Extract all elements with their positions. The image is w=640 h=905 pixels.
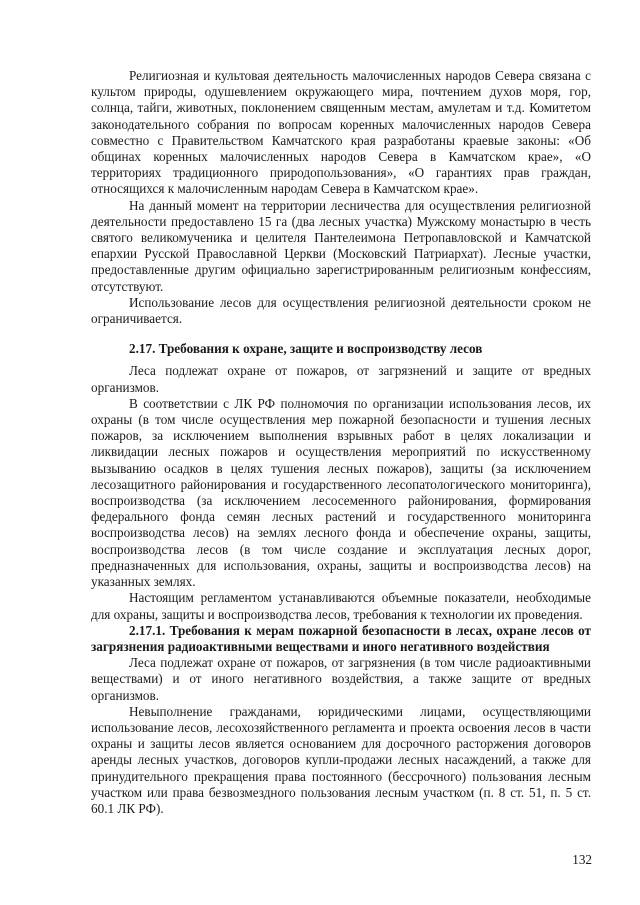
page-number: 132 [572,852,592,867]
page-content [91,68,591,817]
section-heading-2-17: 2.17. Требования к охране, защите и воспроизводству лесов [129,341,483,357]
spacer [91,327,591,341]
paragraph-non-compliance: Невыполнение гражданами, юридическими лицами, осуществляющими использование лесов, лесохозяйственного регламента и проекта освоения лесов в части охраны и защиты лесов является основанием для досрочного расторжения договоров аренды лесных участков, договоров купли-продажи лесных насаждений, а также для принудительного прекращения права постоянного (бессрочного) пользования лесным участком или права безвозмездного пользования лесным участком (п. 8 ст. 51, п. 5 ст. 60.1 ЛК РФ). [91,703,591,816]
paragraph-lk-rf-powers: В соответствии с ЛК РФ полномочия по организации использования лесов, их охраны (в том числе осуществления мер пожарной безопасности и тушения лесных пожаров, за исключением выполнения взрывных работ в целях локализации и ликвидации лесных пожаров и осуществления мероприятий по искусственному вызыванию осадков в целях тушения лесных пожаров), защиты (за исключением лесозащитного районирования и государственного лесопатологического мониторинга), воспроизводства (за исключением лесосеменного районирования, формирования федерального фонда семян лесных растений и государственного мониторинга воспроизводства лесов) на землях лесного фонда и обеспечение охраны, защиты, воспроизводства лесов (в том числе создание и эксплуатация лесных дорог, предназначенных для использования, охраны, защиты и воспроизводства лесов) на указанных землях. [91,395,591,590]
section-heading-2-17-1: 2.17.1. Требования к мерам пожарной безопасности в лесах, охране лесов от загрязнения радиоактивными веществами и иного негативного воздействия [91,622,591,654]
paragraph-regulation-indicators: Настоящим регламентом устанавливаются объемные показатели, необходимые для охраны, защиты и воспроизводства лесов, требования к технологии их проведения. [91,590,591,622]
paragraph-fire-protection: Леса подлежат охране от пожаров, от загрязнения (в том числе радиоактивными веществами) и от иного негативного воздействия, а также защите от вредных организмов. [91,655,591,703]
paragraph-forest-protection: Леса подлежат охране от пожаров, от загрязнений и защите от вредных организмов. [91,363,591,395]
paragraph-term-unlimited: Использование лесов для осуществления религиозной деятельности сроком не ограничивается. [91,294,591,327]
paragraph-religious-activity: Религиозная и культовая деятельность малочисленных народов Севера связана с культом природы, одушевлением окружающего мира, почтением духов моря, гор, солнца, тайги, животных, поклонением священным местам, амулетам и т.д. Комитетом законодательного собрания по вопросам коренных малочисленных народов Севера совместно с Правительством Камчатского края разработаны краевые законы: «Об общинах коренных малочисленных народов Севера в Камчатском крае», «О территориях традиционного природопользования», «О гарантиях прав граждан, относящихся к малочисленным народам Севера в Камчатском крае». [91,68,591,197]
paragraph-monastery-plots: На данный момент на территории лесничества для осуществления религиозной деятельности предоставлено 15 га (два лесных участка) Мужскому монастырю в честь святого великомученика и целителя Пантелеимона Петропавловской и Камчатской епархии Русской Православной Церкви (Московский Патриархат). Лесные участки, предоставленные другим официально зарегистрированным религиозным конфессиям, отсутствуют. [91,197,591,294]
